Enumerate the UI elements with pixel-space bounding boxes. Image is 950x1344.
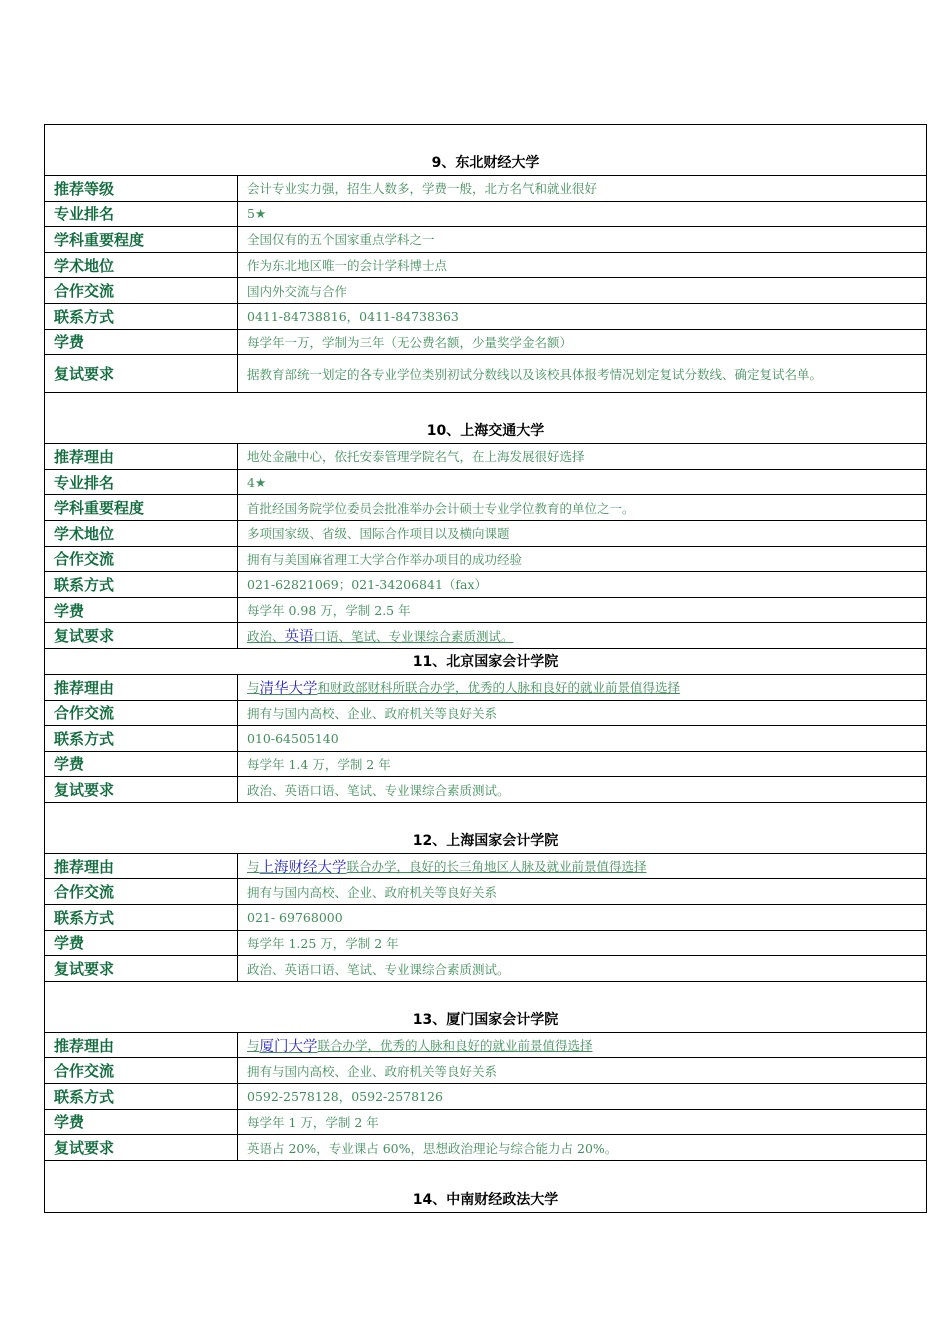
- row-value: 5★: [247, 206, 267, 222]
- value-text: 联合办学，良好的长三角地区人脉及就业前景值得选择: [346, 859, 647, 875]
- row-value: 国内外交流与合作: [247, 283, 348, 299]
- row-label: 推荐理由: [45, 675, 238, 700]
- row-value: 0592-2578128，0592-2578126: [247, 1089, 443, 1105]
- table-row: [45, 726, 926, 752]
- section-title: 10、上海交通大学: [45, 393, 926, 444]
- table-row: [45, 598, 926, 624]
- row-label: 专业排名: [45, 470, 238, 495]
- table-row: [45, 675, 926, 701]
- xmu-link[interactable]: 厦门大学: [259, 1038, 318, 1055]
- row-label: 复试要求: [45, 777, 238, 802]
- table-row: [45, 905, 926, 931]
- row-label: 推荐理由: [45, 854, 238, 879]
- table-row: [45, 1058, 926, 1084]
- row-label: 学费: [45, 752, 238, 777]
- table-row: [45, 495, 926, 521]
- row-value: 021- 69768000: [247, 909, 343, 925]
- table-row: [45, 572, 926, 598]
- value-text: 政治、: [247, 628, 285, 644]
- table-row: [45, 1084, 926, 1110]
- row-label: 复试要求: [45, 956, 238, 981]
- row-label: 学费: [45, 330, 238, 355]
- row-value: 010-64505140: [247, 730, 339, 746]
- table-row: [45, 202, 926, 228]
- table-row: [45, 444, 926, 470]
- row-value: [238, 1033, 926, 1058]
- table-row: [45, 253, 926, 279]
- row-label: 合作交流: [45, 1058, 238, 1083]
- row-value: 首批经国务院学位委员会批准举办会计硕士专业学位教育的单位之一。: [247, 500, 635, 516]
- table-row: [45, 1110, 926, 1136]
- row-label: 专业排名: [45, 202, 238, 227]
- row-value: 4★: [247, 474, 267, 490]
- row-value: 地处金融中心，依托安泰管理学院名气，在上海发展很好选择: [247, 449, 585, 465]
- row-label: 学费: [45, 931, 238, 956]
- table-row: [45, 521, 926, 547]
- row-value: 英语占 20%，专业课占 60%，思想政治理论与综合能力占 20%。: [247, 1140, 618, 1156]
- row-label: 学费: [45, 598, 238, 623]
- table-row: [45, 355, 926, 393]
- section-title: 14、中南财经政法大学: [412, 1191, 559, 1208]
- section-title: 9、东北财经大学: [45, 125, 926, 176]
- table-row: [45, 227, 926, 253]
- row-value: 每学年一万，学制为三年（无公费名额，少量奖学金名额）: [247, 334, 573, 350]
- row-value: 政治、英语口语、笔试、专业课综合素质测试。: [247, 782, 510, 798]
- table-row: [45, 854, 926, 880]
- tsinghua-link[interactable]: 清华大学: [259, 680, 318, 697]
- row-label: 学术地位: [45, 521, 238, 546]
- row-value: 每学年 1.4 万，学制 2 年: [247, 756, 391, 772]
- section-title: 12、上海国家会计学院: [45, 803, 926, 854]
- row-label: 推荐理由: [45, 444, 238, 469]
- row-label: 合作交流: [45, 879, 238, 904]
- row-value: 会计专业实力强，招生人数多，学费一般，北方名气和就业很好: [247, 181, 598, 197]
- row-value: 拥有与美国麻省理工大学合作举办项目的成功经验: [247, 551, 523, 567]
- table-row: [45, 879, 926, 905]
- table-row: [45, 777, 926, 803]
- row-label: 学科重要程度: [45, 495, 238, 520]
- row-label: 合作交流: [45, 278, 238, 303]
- row-value: [238, 854, 926, 879]
- row-label: 联系方式: [45, 572, 238, 597]
- row-label: 联系方式: [45, 304, 238, 329]
- row-value: 拥有与国内高校、企业、政府机关等良好关系: [247, 705, 498, 721]
- row-label: 联系方式: [45, 1084, 238, 1109]
- row-label: 合作交流: [45, 701, 238, 726]
- row-value: 每学年 1.25 万，学制 2 年: [247, 935, 399, 951]
- row-label: 推荐等级: [45, 176, 238, 201]
- row-value: 021-62821069；021-34206841（fax）: [247, 577, 488, 593]
- row-label: 学术地位: [45, 253, 238, 278]
- row-value: 多项国家级、省级、国际合作项目以及横向课题: [247, 526, 510, 542]
- row-value: 每学年 0.98 万，学制 2.5 年: [247, 603, 411, 619]
- row-label: 学科重要程度: [45, 227, 238, 252]
- row-label: 联系方式: [45, 905, 238, 930]
- row-label: 联系方式: [45, 726, 238, 751]
- row-value: 作为东北地区唯一的会计学科博士点: [247, 258, 448, 274]
- row-label: 复试要求: [45, 355, 238, 392]
- table-row: [45, 956, 926, 982]
- row-label: 复试要求: [45, 623, 238, 648]
- table-row: [45, 547, 926, 573]
- table-row: [45, 931, 926, 957]
- section-title: 13、厦门国家会计学院: [45, 982, 926, 1033]
- table-row: [45, 1033, 926, 1059]
- row-value: 据教育部统一划定的各专业学位类别初试分数线以及该校具体报考情况划定复试分数线、确定复试名单。: [247, 366, 823, 382]
- row-label: 学费: [45, 1110, 238, 1135]
- table-row: [45, 330, 926, 356]
- value-text: 与: [247, 1038, 260, 1054]
- value-text: 口语、笔试、专业课综合素质测试。: [313, 628, 514, 644]
- table-row: [45, 278, 926, 304]
- table-row: [45, 752, 926, 778]
- table-row: [45, 701, 926, 727]
- value-text: 和财政部财科所联合办学，优秀的人脉和良好的就业前景值得选择: [317, 680, 681, 696]
- row-value: 0411-84738816，0411-84738363: [247, 309, 459, 325]
- row-value: 拥有与国内高校、企业、政府机关等良好关系: [247, 884, 498, 900]
- row-value: 政治、英语口语、笔试、专业课综合素质测试。: [247, 961, 510, 977]
- value-text: 与: [247, 859, 260, 875]
- school-comparison-table: [44, 124, 927, 1213]
- row-value: 每学年 1 万，学制 2 年: [247, 1114, 379, 1130]
- section-title: 11、北京国家会计学院: [45, 649, 926, 675]
- table-row: [45, 304, 926, 330]
- table-row: [45, 1135, 926, 1161]
- row-value: [238, 675, 926, 700]
- row-label: 推荐理由: [45, 1033, 238, 1058]
- table-row: [45, 623, 926, 649]
- table-row: [45, 470, 926, 496]
- value-text: 联合办学，优秀的人脉和良好的就业前景值得选择: [317, 1038, 593, 1054]
- row-value: [238, 623, 926, 648]
- row-value: 拥有与国内高校、企业、政府机关等良好关系: [247, 1063, 498, 1079]
- row-value: 全国仅有的五个国家重点学科之一: [247, 232, 435, 248]
- sufe-link[interactable]: 上海财经大学: [259, 859, 347, 876]
- row-label: 合作交流: [45, 547, 238, 572]
- row-label: 复试要求: [45, 1135, 238, 1160]
- value-text: 与: [247, 680, 260, 696]
- table-row: [45, 176, 926, 202]
- english-link[interactable]: 英语: [284, 629, 314, 646]
